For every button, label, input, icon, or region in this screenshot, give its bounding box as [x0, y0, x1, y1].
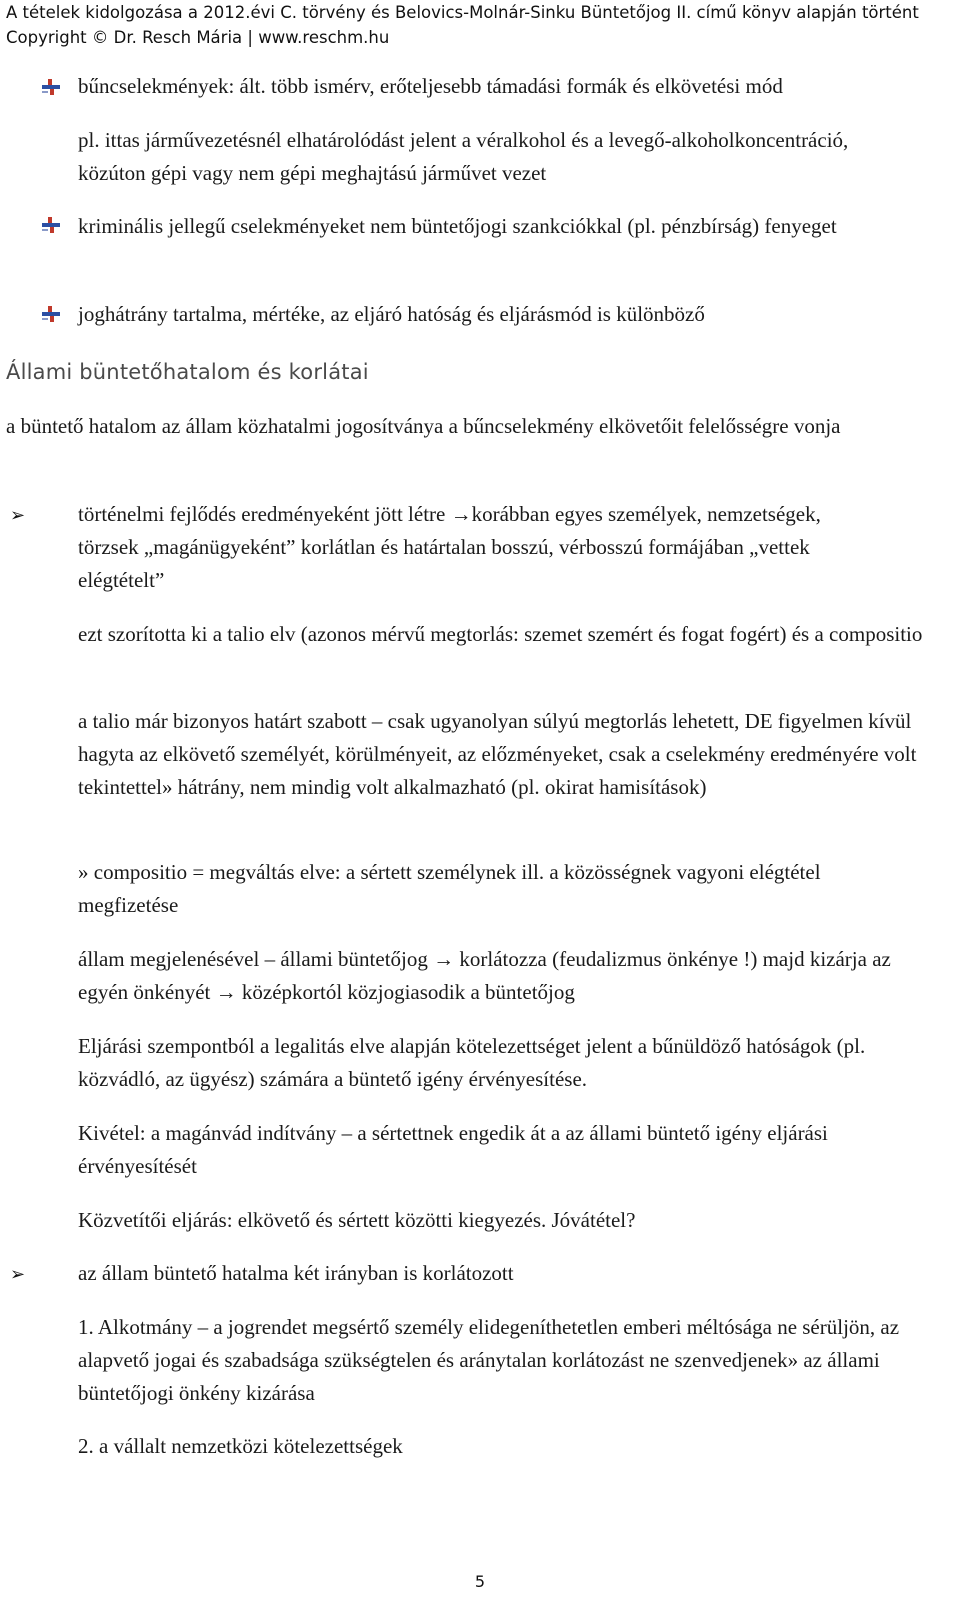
section-heading: Állami büntetőhatalom és korlátai: [6, 360, 369, 384]
list-item: Eljárási szempontból a legalitás elve alapján kötelezettséget jelent a bűnüldöző hatóságok (pl. közvádló, az ügyész) számára a büntető igény érvényesítése.: [78, 1034, 866, 1091]
list-item: történelmi fejlődés eredményeként jött létre →korábban egyes személyek, nemzetségek, törzsek „magánügyeként” korlátlan és határtalan bosszú, vérbosszú formájában „vettek elégtételt”: [78, 502, 821, 592]
list-item: az állam büntető hatalma két irányban is korlátozott: [78, 1261, 514, 1285]
list-item: 1. Alkotmány – a jogrendet megsértő személy elidegeníthetetlen emberi méltósága ne sérüljön, az alapvető jogai és szabadsága szükségtelen és aránytalan korlátozást ne szenvedjenek» az állami büntetőjogi önkény kizárása: [78, 1315, 900, 1405]
square-bullet-icon: [42, 306, 60, 322]
header-title: A tételek kidolgozása a 2012.évi C. törvény és Belovics-Molnár-Sinku Büntetőjog II. című könyv alapján történt: [6, 3, 919, 22]
list-item: 2. a vállalt nemzetközi kötelezettségek: [78, 1434, 403, 1458]
bullet-text: joghátrány tartalma, mértéke, az eljáró hatóság és eljárásmód is különböző: [78, 302, 705, 326]
page-number: 5: [474, 1572, 486, 1591]
square-bullet-icon: [42, 217, 60, 233]
header-copyright: Copyright © Dr. Resch Mária | www.reschm.hu: [6, 28, 390, 47]
list-item: » compositio = megváltás elve: a sértett személynek ill. a közösségnek vagyoni elégtétel megfizetése: [78, 860, 821, 917]
list-item: Kivétel: a magánvád indítvány – a sértettnek engedik át a az állami büntető igény eljárási érvényesítését: [78, 1121, 828, 1178]
list-item: Közvetítői eljárás: elkövető és sértett közötti kiegyezés. Jóvátétel?: [78, 1208, 636, 1232]
bullet-text: kriminális jellegű cselekményeket nem büntetőjogi szankciókkal (pl. pénzbírság) fenyeget: [78, 214, 837, 238]
list-item: ezt szorította ki a talio elv (azonos mérvű megtorlás: szemet szemért és fogat fogért) és a compositio: [78, 622, 923, 646]
list-item: állam megjelenésével – állami büntetőjog → korlátozza (feudalizmus önkénye !) majd kizárja az egyén önkényét → középkortól közjogiasodik a büntetőjog: [78, 947, 891, 1004]
example-text: pl. ittas járművezetésnél elhatárolódást jelent a véralkohol és a levegő-alkoholkoncentráció, közúton gépi vagy nem gépi meghajtású járművet vezet: [78, 128, 849, 185]
section-intro: a büntető hatalom az állam közhatalmi jogosítványa a bűncselekmény elkövetőit felelősségre vonja: [6, 414, 841, 438]
arrowhead-bullet-icon: ➢: [10, 1264, 26, 1285]
page-header: [6, 0, 956, 50]
arrowhead-bullet-icon: ➢: [10, 505, 26, 526]
square-bullet-icon: [42, 79, 60, 95]
list-item: a talio már bizonyos határt szabott – csak ugyanolyan súlyú megtorlás lehetett, DE figyelmen kívül hagyta az elkövető személyét, körülményeit, az előzményeket, csak a cselekmény eredményére volt tekintettel» hátrány, nem mindig volt alkalmazható (pl. okirat hamisítások): [78, 709, 917, 799]
bullet-text: bűncselekmények: ált. több ismérv, erőteljesebb támadási formák és elkövetési mód: [78, 74, 783, 98]
